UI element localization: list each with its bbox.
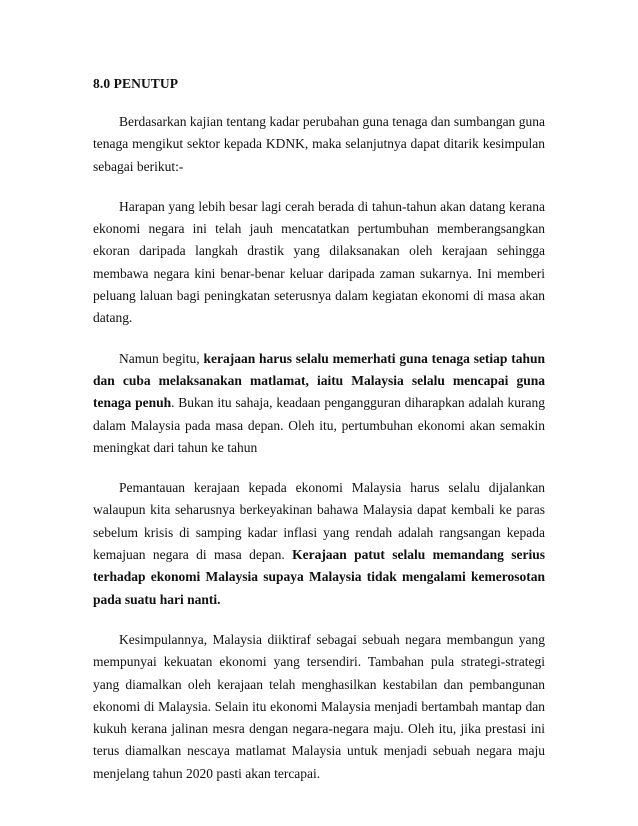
paragraph-4-bold-run: Kerajaan patut selalu memandang serius terhadap ekonomi Malaysia supaya Malaysia tidak mengalami kemerosotan pada suatu hari nanti. xyxy=(93,547,546,607)
paragraph-1 xyxy=(93,111,545,178)
section-heading: 8.0 PENUTUP xyxy=(93,76,179,91)
paragraph-5-run-1: Kesimpulannya, Malaysia diiktiraf sebagai sebuah negara membangun yang mempunyai kekuatan ekonomi yang tersendiri. Tambahan pula strategi-strategi yang diamalkan oleh kerajaan telah menghasilkan kestabilan dan pembangunan ekonomi di Malaysia. Selain itu ekonomi Malaysia menjadi bertambah mantap dan kukuh kerana jalinan mesra dengan negara-negara maju. Oleh itu, jika prestasi ini terus diamalkan nescaya matlamat Malaysia untuk menjadi sebuah negara maju menjelang tahun 2020 pasti akan tercapai. xyxy=(93,631,545,781)
paragraph-4-run-1: Pemantauan kerajaan kepada ekonomi Malaysia harus selalu dijalankan walaupun kita seharusnya berkeyakinan bahawa Malaysia dapat kembali ke paras sebelum krisis di samping kadar inflasi yang rendah adalah rangsangan kepada kemajuan negara di masa depan. xyxy=(93,480,545,563)
paragraph-1-run-1: Berdasarkan kajian tentang kadar perubahan guna tenaga dan sumbangan guna tenaga mengikut sektor kepada KDNK, maka selanjutnya dapat ditarik kesimpulan sebagai berikut:- xyxy=(93,114,545,174)
paragraph-3-run-1: Namun begitu, xyxy=(119,350,204,366)
paragraph-3-run-3: . Bukan itu sahaja, keadaan pengangguran diharapkan adalah kurang dalam Malaysia pada masa depan. Oleh itu, pertumbuhan ekonomi akan semakin meningkat dari tahun ke tahun xyxy=(93,395,545,455)
paragraph-2-run-1: Harapan yang lebih besar lagi cerah berada di tahun-tahun akan datang kerana ekonomi negara ini telah jauh mencatatkan pertumbuhan memberangsangkan ekoran daripada langkah drastik yang dilaksanakan oleh kerajaan sehingga membawa negara kini benar-benar keluar daripada zaman sukarnya. Ini memberi peluang laluan bagi peningkatan seterusnya dalam kegiatan ekonomi di masa akan datang. xyxy=(93,198,545,326)
document-body xyxy=(93,76,545,803)
paragraph-3-bold-run: kerajaan harus selalu memerhati guna tenaga setiap tahun dan cuba melaksanakan matlamat, iaitu Malaysia selalu mencapai guna tenaga penuh xyxy=(93,350,545,411)
paragraph-3 xyxy=(93,348,545,459)
paragraph-4 xyxy=(93,477,545,611)
paragraph-2 xyxy=(93,196,545,330)
paragraph-5 xyxy=(93,629,545,785)
